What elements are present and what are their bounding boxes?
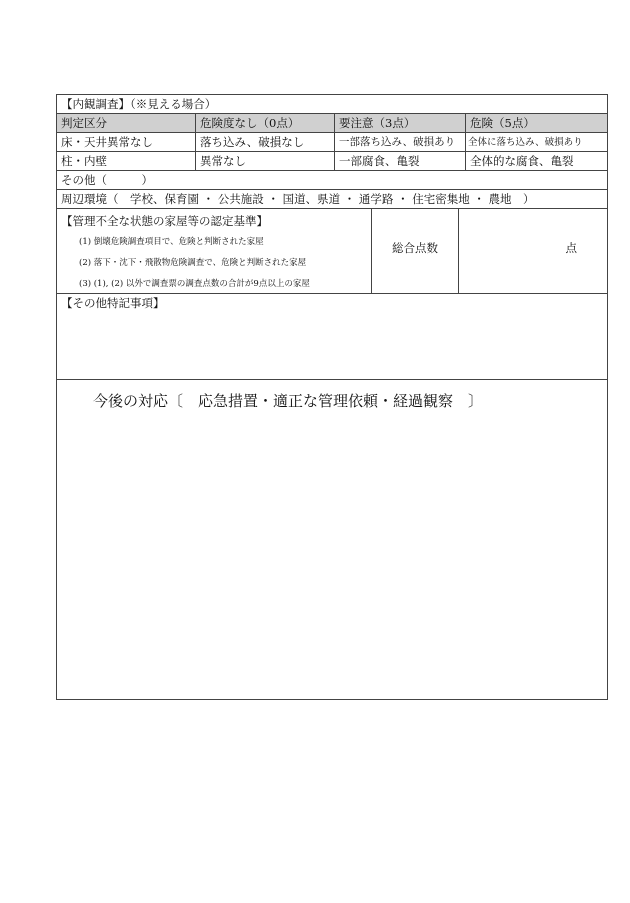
row-label-pillar: 柱・内壁 xyxy=(61,154,107,168)
criteria-item-2: (2) 落下・沈下・飛散物危険調査で、危険と判断された家屋 xyxy=(79,258,307,268)
criteria-title: 【管理不全な状態の家屋等の認定基準】 xyxy=(61,214,268,228)
cell-no-risk: 異常なし xyxy=(195,152,334,170)
criteria-row xyxy=(57,209,607,294)
surroundings-row xyxy=(57,190,607,209)
special-notes-box xyxy=(57,294,607,379)
special-notes-row xyxy=(57,294,607,380)
row-label-floor: 床・天井異常なし xyxy=(61,135,153,149)
future-action-text: 今後の対応〔 応急措置・適正な管理依頼・経過観察 〕 xyxy=(93,392,484,410)
table-row xyxy=(57,152,607,171)
header-caution: 要注意（3点） xyxy=(334,114,465,132)
surroundings-field: 周辺環境（ 学校、保育園 ・ 公共施設 ・ 国道、県道 ・ 通学路 ・ 住宅密集地 ・ 農地 ） xyxy=(61,192,535,206)
section-title-row xyxy=(57,95,607,114)
section-title: 【内観調査】（※見える場合） xyxy=(61,97,217,111)
table-row xyxy=(57,133,607,152)
cell-caution: 一部腐食、亀裂 xyxy=(334,152,465,170)
header-category: 判定区分 xyxy=(61,116,107,130)
special-notes-title: 【その他特記事項】 xyxy=(61,296,165,310)
other-row xyxy=(57,171,607,190)
total-score-label: 総合点数 xyxy=(371,209,458,293)
cell-caution: 一部落ち込み、破損あり xyxy=(334,133,465,151)
survey-form xyxy=(56,94,608,700)
total-score-unit: 点 xyxy=(458,209,607,293)
criteria-item-1: (1) 倒壊危険調査項目で、危険と判断された家屋 xyxy=(79,237,264,247)
header-no-risk: 危険度なし（0点） xyxy=(195,114,334,132)
future-action-row xyxy=(57,380,607,699)
other-field: その他（ ） xyxy=(61,173,153,187)
cell-danger: 全体に落ち込み、破損あり xyxy=(465,133,607,151)
criteria-box xyxy=(57,209,371,293)
cell-danger: 全体的な腐食、亀裂 xyxy=(465,152,607,170)
criteria-item-3: (3) (1), (2) 以外で調査票の調査点数の合計が9点以上の家屋 xyxy=(79,279,310,289)
header-danger: 危険（5点） xyxy=(465,114,607,132)
table-header-row xyxy=(57,114,607,133)
cell-no-risk: 落ち込み、破損なし xyxy=(195,133,334,151)
